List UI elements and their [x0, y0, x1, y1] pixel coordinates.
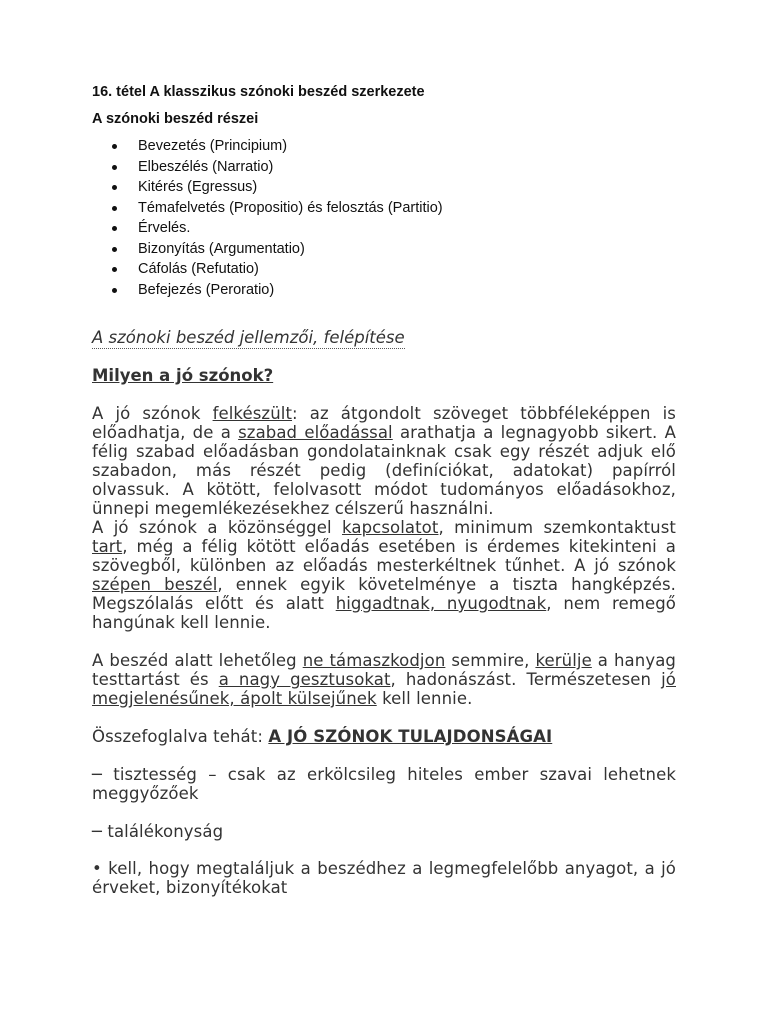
speech-parts-list	[92, 136, 443, 300]
paragraph-posture: A beszéd alatt lehetőleg ne támaszkodjon semmire, kerülje a hanyag testtartást és a nagy gesztusokat, hadonászást. Természetesen jó megjelenésűnek, ápolt külsejűnek kell lennie.	[92, 651, 676, 708]
paragraph-good-speaker: A jó szónok felkészült: az átgondolt szöveget többféleképpen is előadhatja, de a szabad előadással arathatja a legnagyobb sikert. A félig szabad előadásban gondolatainknak csak egy részét adjuk elő szabadon, más részét pedig (definíciókat, adatokat) papírról olvassuk. A kötött, felolvasott módot tudományos előadásokhoz, ünnepi megemlékezésekhez célszerű használni. A jó szónok a közönséggel kapcsolatot, minimum szemkontaktust tart, még a félig kötött előadás esetében is érdemes kitekinteni a szövegből, különben az előadás mesterkéltnek tűnhet. A jó szónok szépen beszél, ennek egyik követelménye a tiszta hangképzés. Megszólalás előtt és alatt higgadtnak, nyugodtnak, nem remegő hangúnak kell lennie.	[92, 404, 677, 632]
bullet-icon	[112, 165, 117, 170]
list-item: Cáfolás (Refutatio)	[92, 259, 443, 280]
paragraph-summary: Összefoglalva tehát: A JÓ SZÓNOK TULAJDONSÁGAI	[92, 727, 553, 746]
bullet-icon	[112, 288, 117, 293]
page-heading: 16. tétel A klasszikus szónoki beszéd szerkezete	[92, 84, 425, 100]
bullet-icon	[112, 267, 117, 272]
qualities-heading: A JÓ SZÓNOK TULAJDONSÁGAI	[268, 727, 553, 746]
page-subheading: A szónoki beszéd részei	[92, 111, 259, 127]
paragraph-material: • kell, hogy megtaláljuk a beszédhez a legmegfelelőbb anyagot, a jó érveket, bizonyítékokat	[92, 859, 676, 897]
bullet-icon	[112, 247, 117, 252]
list-item: Bizonyítás (Argumentatio)	[92, 239, 443, 260]
list-item: Bevezetés (Principium)	[92, 136, 443, 157]
section-title: A szónoki beszéd jellemzői, felépítése	[92, 328, 405, 347]
list-item: Kitérés (Egressus)	[92, 177, 443, 198]
list-item: Témafelvetés (Propositio) és felosztás (Partitio)	[92, 198, 443, 219]
question-title: Milyen a jó szónok?	[92, 366, 274, 385]
bullet-icon	[112, 144, 117, 149]
paragraph-inventiveness: ─ találékonyság	[92, 822, 224, 841]
list-item: Érvelés.	[92, 218, 443, 239]
bullet-icon	[112, 206, 117, 211]
bullet-icon	[112, 226, 117, 231]
paragraph-honesty: ─ tisztesség – csak az erkölcsileg hiteles ember szavai lehetnek meggyőzőek	[92, 765, 676, 803]
list-item: Elbeszélés (Narratio)	[92, 157, 443, 178]
bullet-icon	[112, 185, 117, 190]
list-item: Befejezés (Peroratio)	[92, 280, 443, 301]
